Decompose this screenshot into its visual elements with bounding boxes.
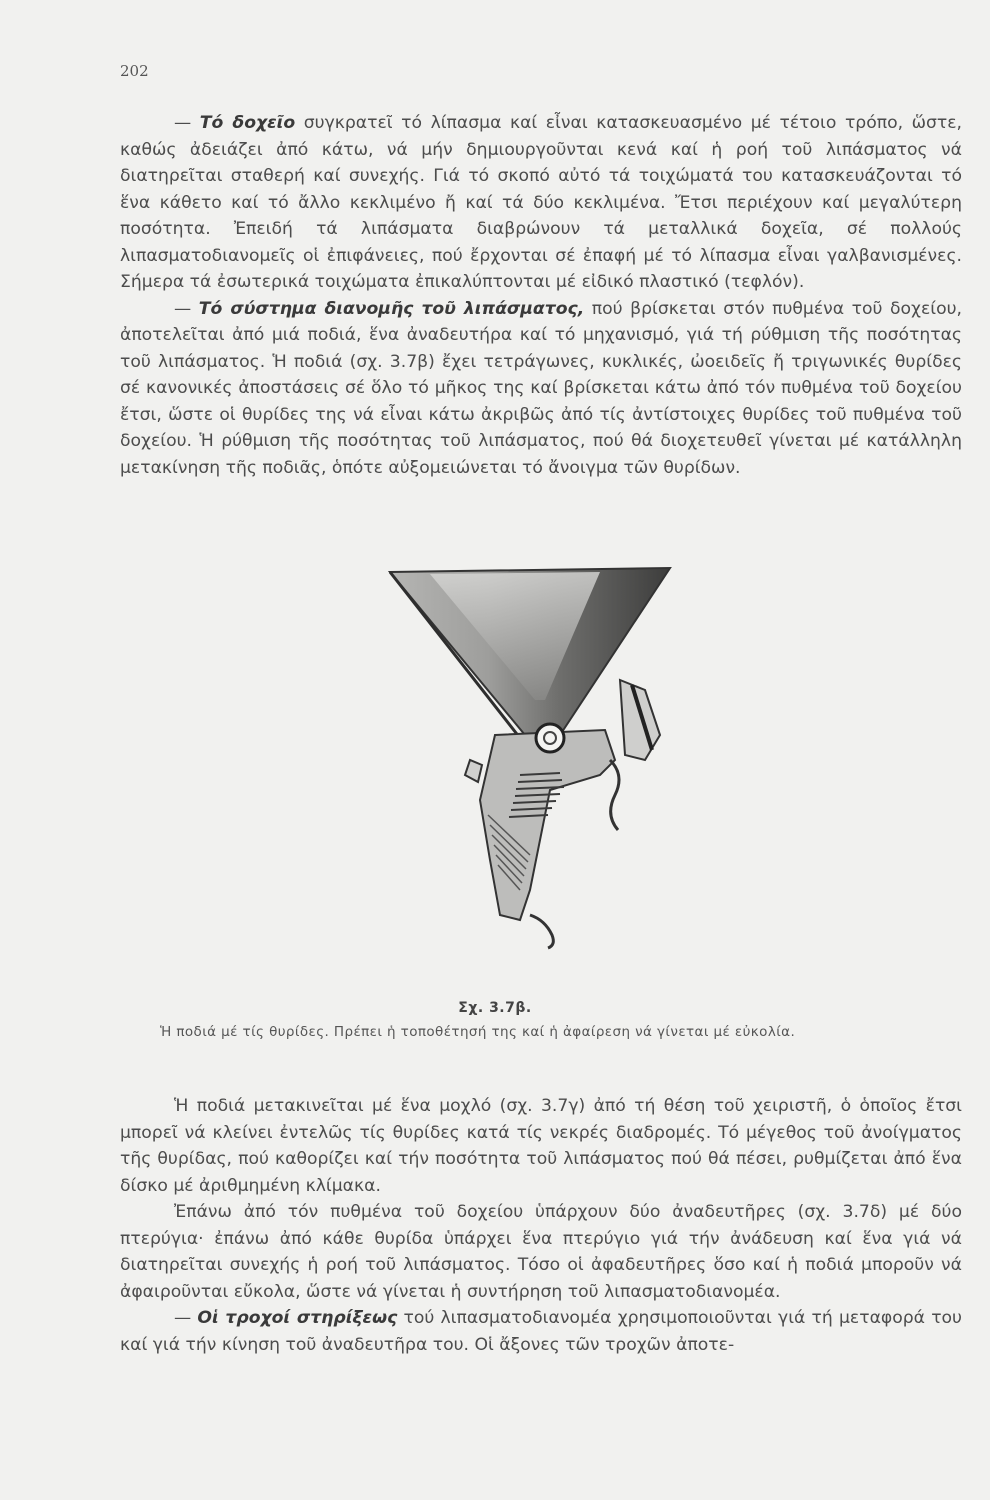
paragraph-lead: Τό σύστημα διανομῆς τοῦ λιπάσματος, (198, 298, 585, 319)
figure-caption: Ἡ ποδιά μέ τίς θυρίδες. Πρέπει ἡ τοποθέτησή της καί ἡ ἀφαίρεση νά γίνεται μέ εὐκολία. (160, 1024, 796, 1040)
paragraph-text: Ἡ ποδιά μετακινεῖται μέ ἕνα μοχλό (σχ. 3.7γ) ἀπό τή θέση τοῦ χειριστῆ, ὁ ὁποῖος ἔτσι μπορεῖ νά κλείνει ἐντελῶς τίς θυρίδες κατά τίς νεκρές διαδρομές. Τό μέγεθος τοῦ ἀνοίγματος τῆς θυρίδας, πού καθορίζει καί τήν ποσότητα τοῦ λιπάσματος πού θά πέσει, ρυθμίζεται ἀπό ἕνα δίσκο μέ ἀριθμημένη κλίμακα. (120, 1096, 962, 1196)
paragraph-lead: Οἱ τροχοί στηρίξεως (197, 1308, 398, 1328)
paragraph-text: Ἐπάνω ἀπό τόν πυθμένα τοῦ δοχείου ὑπάρχουν δύο ἀναδευτῆρες (σχ. 3.7δ) μέ δύο πτερύγια· ἐπάνω ἀπό κάθε θυρίδα ὑπάρχει ἕνα πτερύγιο γιά τήν ἀνάδευση καί ἕνα γιά νά διατηρεῖται συνεχής ἡ ροή τοῦ λιπάσματος. Τόσο οἱ ἀφαδευτῆρες ὅσο καί ἡ ποδιά μποροῦν νά ἀφαιροῦνται εὔκολα, ὥστε νά γίνεται ἡ συντήρηση τοῦ λιπασματοδιανομέα. (120, 1202, 962, 1302)
hopper-illustration (370, 560, 680, 970)
paragraph-container (120, 1093, 962, 1199)
body-text-bottom (120, 1093, 962, 1358)
paragraph-lead: Τό δοχεῖο (199, 113, 296, 133)
body-text-top (120, 110, 962, 481)
paragraph-container: — Οἱ τροχοί στηρίξεως τού λιπασματοδιανομέα χρησιμοποιοῦνται γιά τή μεταφορά του καί γιά τήν κίνηση τοῦ ἀναδευτῆρα του. Οἱ ἄξονες τῶν τροχῶν ἀποτε- (120, 1308, 962, 1355)
figure-label: Σχ. 3.7β. (458, 1000, 532, 1016)
paragraph-container: — Τό σύστημα διανομῆς τοῦ λιπάσματος, πού βρίσκεται στόν πυθμένα τοῦ δοχείου, ἀποτελεῖται ἀπό μιά ποδιά, ἕνα ἀναδευτήρα καί τό μηχανισμό, γιά τή ρύθμιση τῆς ποσότητας τοῦ λιπάσματος. Ἡ ποδιά (σχ. 3.7β) ἔχει τετράγωνες, κυκλικές, ὠοειδεῖς ἤ τριγωνικές θυρίδες σέ κανονικές ἀποστάσεις σέ ὅλο τό μῆκος της καί βρίσκεται κάτω ἀπό τόν πυθμένα τοῦ δοχείου ἔτσι, ὥστε οἱ θυρίδες της νά εἶναι κάτω ἀκριβῶς ἀπό τίς ἀντίστοιχες θυρίδες τοῦ πυθμένα τοῦ δοχείου. Ἡ ρύθμιση τῆς ποσότητας τοῦ λιπάσματος, πού θά διοχετευθεῖ γίνεται μέ κατάλληλη μετακίνηση τῆς ποδιᾶς, ὁπότε αὐξομειώνεται τό ἄνοιγμα τῶν θυρίδων. (120, 298, 962, 478)
figure-hopper-apron (370, 560, 680, 970)
paragraph-text: τού λιπασματοδιανομέα χρησιμοποιοῦνται γιά τή μεταφορά του καί γιά τήν κίνηση τοῦ ἀναδευτῆρα του. Οἱ ἄξονες τῶν τροχῶν ἀποτε- (120, 1308, 962, 1355)
paragraph-text: πού βρίσκεται στόν πυθμένα τοῦ δοχείου, ἀποτελεῖται ἀπό μιά ποδιά, ἕνα ἀναδευτήρα καί τό μηχανισμό, γιά τή ρύθμιση τῆς ποσότητας τοῦ λιπάσματος. Ἡ ποδιά (σχ. 3.7β) ἔχει τετράγωνες, κυκλικές, ὠοειδεῖς ἤ τριγωνικές θυρίδες σέ κανονικές ἀποστάσεις σέ ὅλο τό μῆκος της καί βρίσκεται κάτω ἀπό τόν πυθμένα τοῦ δοχείου ἔτσι, ὥστε οἱ θυρίδες της νά εἶναι κάτω ἀκριβῶς ἀπό τίς ἀντίστοιχες θυρίδες τοῦ πυθμένα τοῦ δοχείου. Ἡ ρύθμιση τῆς ποσότητας τοῦ λιπάσματος, πού θά διοχετευθεῖ γίνεται μέ κατάλληλη μετακίνηση τῆς ποδιᾶς, ὁπότε αὐξομειώνεται τό ἄνοιγμα τῶν θυρίδων. (120, 298, 962, 478)
paragraph-text: συγκρατεῖ τό λίπασμα καί εἶναι κατασκευασμένο μέ τέτοιο τρόπο, ὥστε, καθώς ἀδειάζει ἀπό κάτω, νά μήν δημιουργοῦνται κενά καί ἡ ροή τοῦ λιπάσματος νά διατηρεῖται σταθερή καί συνεχής. Γιά τό σκοπό αὐτό τά τοιχώματά του κατασκευάζονται τό ἕνα κάθετο καί τό ἄλλο κεκλιμένο ἤ καί τά δύο κεκλιμένα. Ἔτσι περιέχουν καί μεγαλύτερη ποσότητα. Ἐπειδή τά λιπάσματα διαβρώνουν τά μεταλλικά δοχεῖα, σέ πολλούς λιπασματοδιανομεῖς οἱ ἐπιφάνειες, πού ἔρχονται σέ ἐπαφή μέ τό λίπασμα εἶναι γαλβανισμένες. Σήμερα τά ἐσωτερικά τοιχώματα ἐπικαλύπτονται μέ εἰδικό πλαστικό (τεφλόν). (120, 113, 962, 292)
paragraph-container (120, 1199, 962, 1305)
paragraph-container: — Τό δοχεῖο συγκρατεῖ τό λίπασμα καί εἶναι κατασκευασμένο μέ τέτοιο τρόπο, ὥστε, καθώς ἀδειάζει ἀπό κάτω, νά μήν δημιουργοῦνται κενά καί ἡ ροή τοῦ λιπάσματος νά διατηρεῖται σταθερή καί συνεχής. Γιά τό σκοπό αὐτό τά τοιχώματά του κατασκευάζονται τό ἕνα κάθετο καί τό ἄλλο κεκλιμένο ἤ καί τά δύο κεκλιμένα. Ἔτσι περιέχουν καί μεγαλύτερη ποσότητα. Ἐπειδή τά λιπάσματα διαβρώνουν τά μεταλλικά δοχεῖα, σέ πολλούς λιπασματοδιανομεῖς οἱ ἐπιφάνειες, πού ἔρχονται σέ ἐπαφή μέ τό λίπασμα εἶναι γαλβανισμένες. Σήμερα τά ἐσωτερικά τοιχώματα ἐπικαλύπτονται μέ εἰδικό πλαστικό (τεφλόν). (120, 113, 962, 292)
page-number: 202 (120, 62, 149, 80)
